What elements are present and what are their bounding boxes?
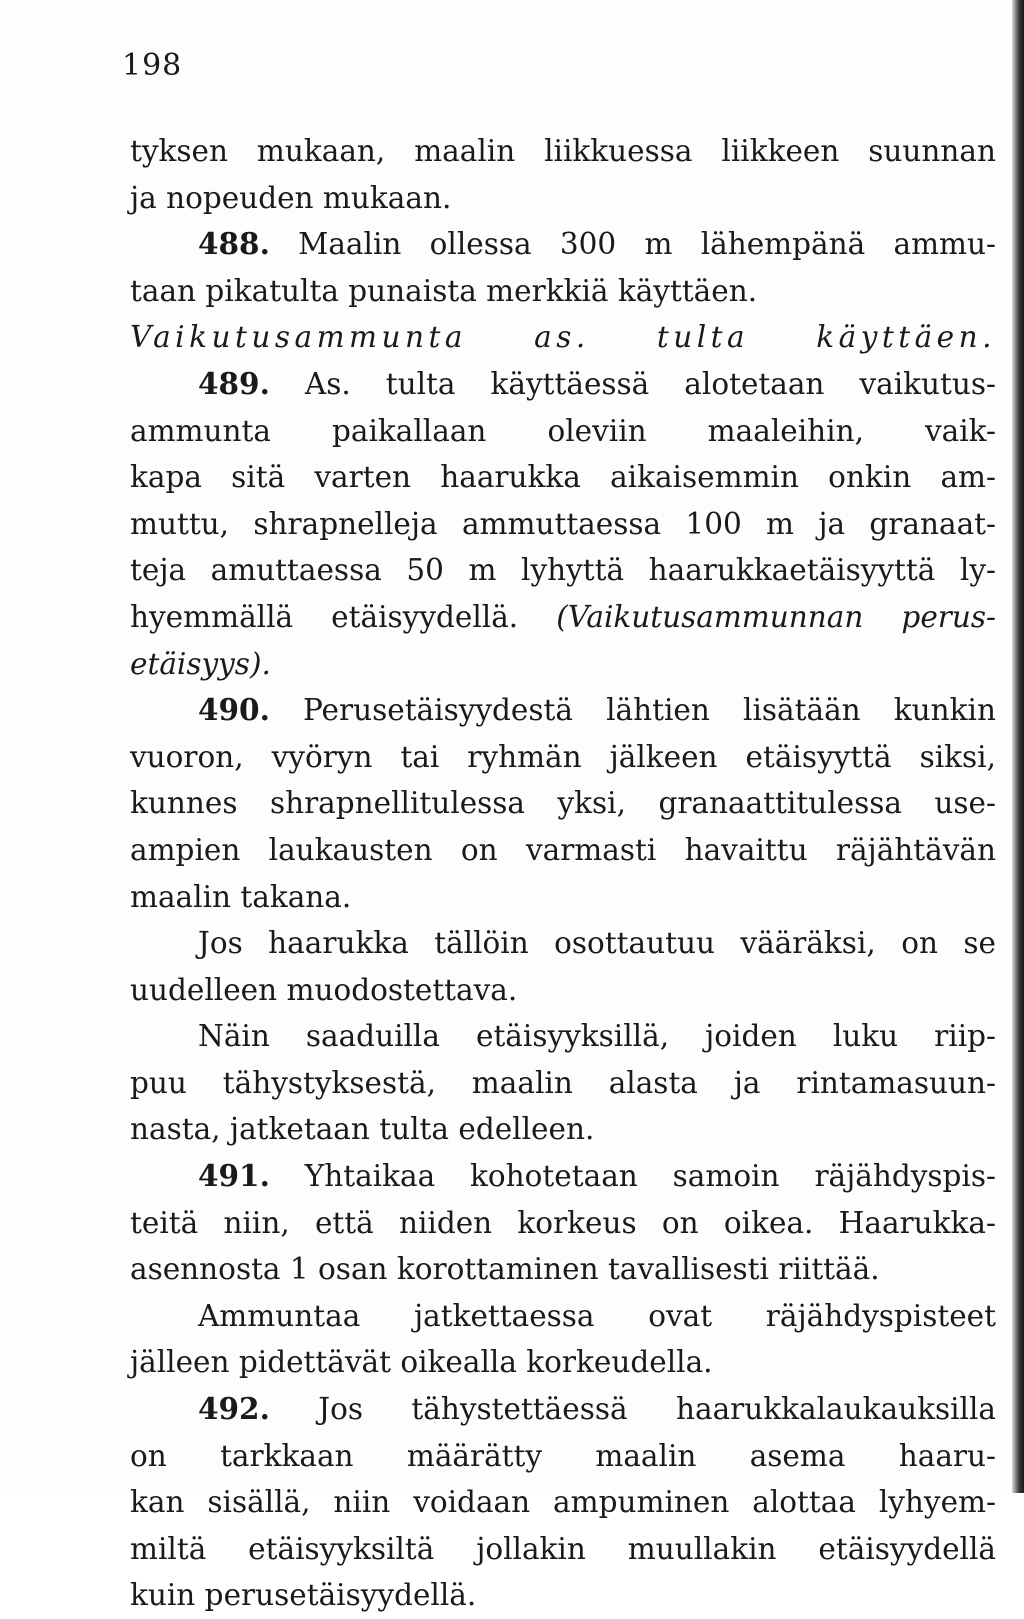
paragraph-nain [130,1013,996,1153]
text-line-content: Yhtaikaa kohotetaan samoin räjähdyspis- [304,1159,996,1194]
text-line: muttu, shrapnelleja ammuttaessa 100 m ja granaat- [130,506,996,541]
text-line: tyksen mukaan, maalin liikkuessa liikkeen suunnan [130,134,996,168]
text-line: vuoron, vyöryn tai ryhmän jälkeen etäisyyttä siksi, [130,739,996,774]
paragraph-ammuntaa [130,1293,996,1386]
page-number: 198 [122,48,183,83]
text-line: miltä etäisyyksiltä jollakin muullakin etäisyydellä [130,1531,996,1566]
text-line-content: hyemmällä etäisyydellä. [130,599,519,634]
text-line: on tarkkaan määrätty maalin asema haaru- [130,1438,996,1473]
section-number: 488. [198,226,270,262]
text-line: teja amuttaessa 50 m lyhyttä haarukkaetäisyyttä ly- [130,553,996,588]
text-line [130,1153,996,1200]
italic-term: (Vaikutusammunnan perus- [556,599,996,634]
section-heading [130,314,996,361]
section-number: 489. [198,365,270,401]
text-line: nasta, jatketaan tulta edelleen. [130,1112,595,1147]
section-number: 490. [198,692,270,728]
text-line [130,687,996,734]
text-line: kuin perusetäisyydellä. [130,1578,477,1613]
page-edge-shadow [1012,0,1024,1493]
text-line: kan sisällä, niin voidaan ampuminen alottaa lyhyem- [130,1485,996,1520]
paragraph-490 [130,687,996,920]
page-body [130,128,996,1619]
paragraph-488 [130,221,996,314]
paragraph-489 [130,361,996,687]
text-line [130,221,996,268]
paragraph-491 [130,1153,996,1293]
text-line: etäisyys). [130,646,271,681]
text-line [130,1386,996,1433]
text-line: ja nopeuden mukaan. [130,180,452,215]
section-number: 491. [198,1158,270,1194]
text-line-content: Perusetäisyydestä lähtien lisätään kunkin [303,693,996,728]
text-line: puu tähystyksestä, maalin alasta ja rintamasuun- [130,1065,996,1100]
text-line [130,594,996,641]
text-line: ampien laukausten on varmasti havaittu räjähtävän [130,832,996,867]
text-line: taan pikatulta punaista merkkiä käyttäen. [130,273,758,308]
text-line: maalin takana. [130,879,352,914]
section-number: 492. [198,1391,270,1427]
text-line: kunnes shrapnellitulessa yksi, granaattitulessa use- [130,786,996,821]
text-line-content: As. tulta käyttäessä alotetaan vaikutus- [304,366,996,401]
text-line: jälleen pidettävät oikealla korkeudella. [130,1345,713,1380]
text-line: kapa sitä varten haarukka aikaisemmin onkin am- [130,460,996,495]
text-line: uudelleen muodostettava. [130,972,518,1007]
paragraph-492 [130,1386,996,1619]
paragraph-jos [130,920,996,1013]
text-line: asennosta 1 osan korottaminen tavallisesti riittää. [130,1252,880,1287]
heading-text: Vaikutusammunta as. tulta käyttäen. [130,320,996,355]
text-line: Näin saaduilla etäisyyksillä, joiden luku riip- [198,1019,996,1054]
text-line [130,361,996,408]
text-line-content: Maalin ollessa 300 m lähempänä ammu- [298,227,996,262]
text-line: Jos haarukka tällöin osottautuu vääräksi, on se [198,926,996,961]
text-line: ammunta paikallaan oleviin maaleihin, vaik- [130,413,996,448]
text-line-content: Jos tähystettäessä haarukkalaukauksilla [318,1392,996,1427]
text-line: teitä niin, että niiden korkeus on oikea. Haarukka- [130,1205,996,1240]
paragraph-continuation [130,128,996,221]
text-line: Ammuntaa jatkettaessa ovat räjähdyspisteet [198,1298,996,1333]
